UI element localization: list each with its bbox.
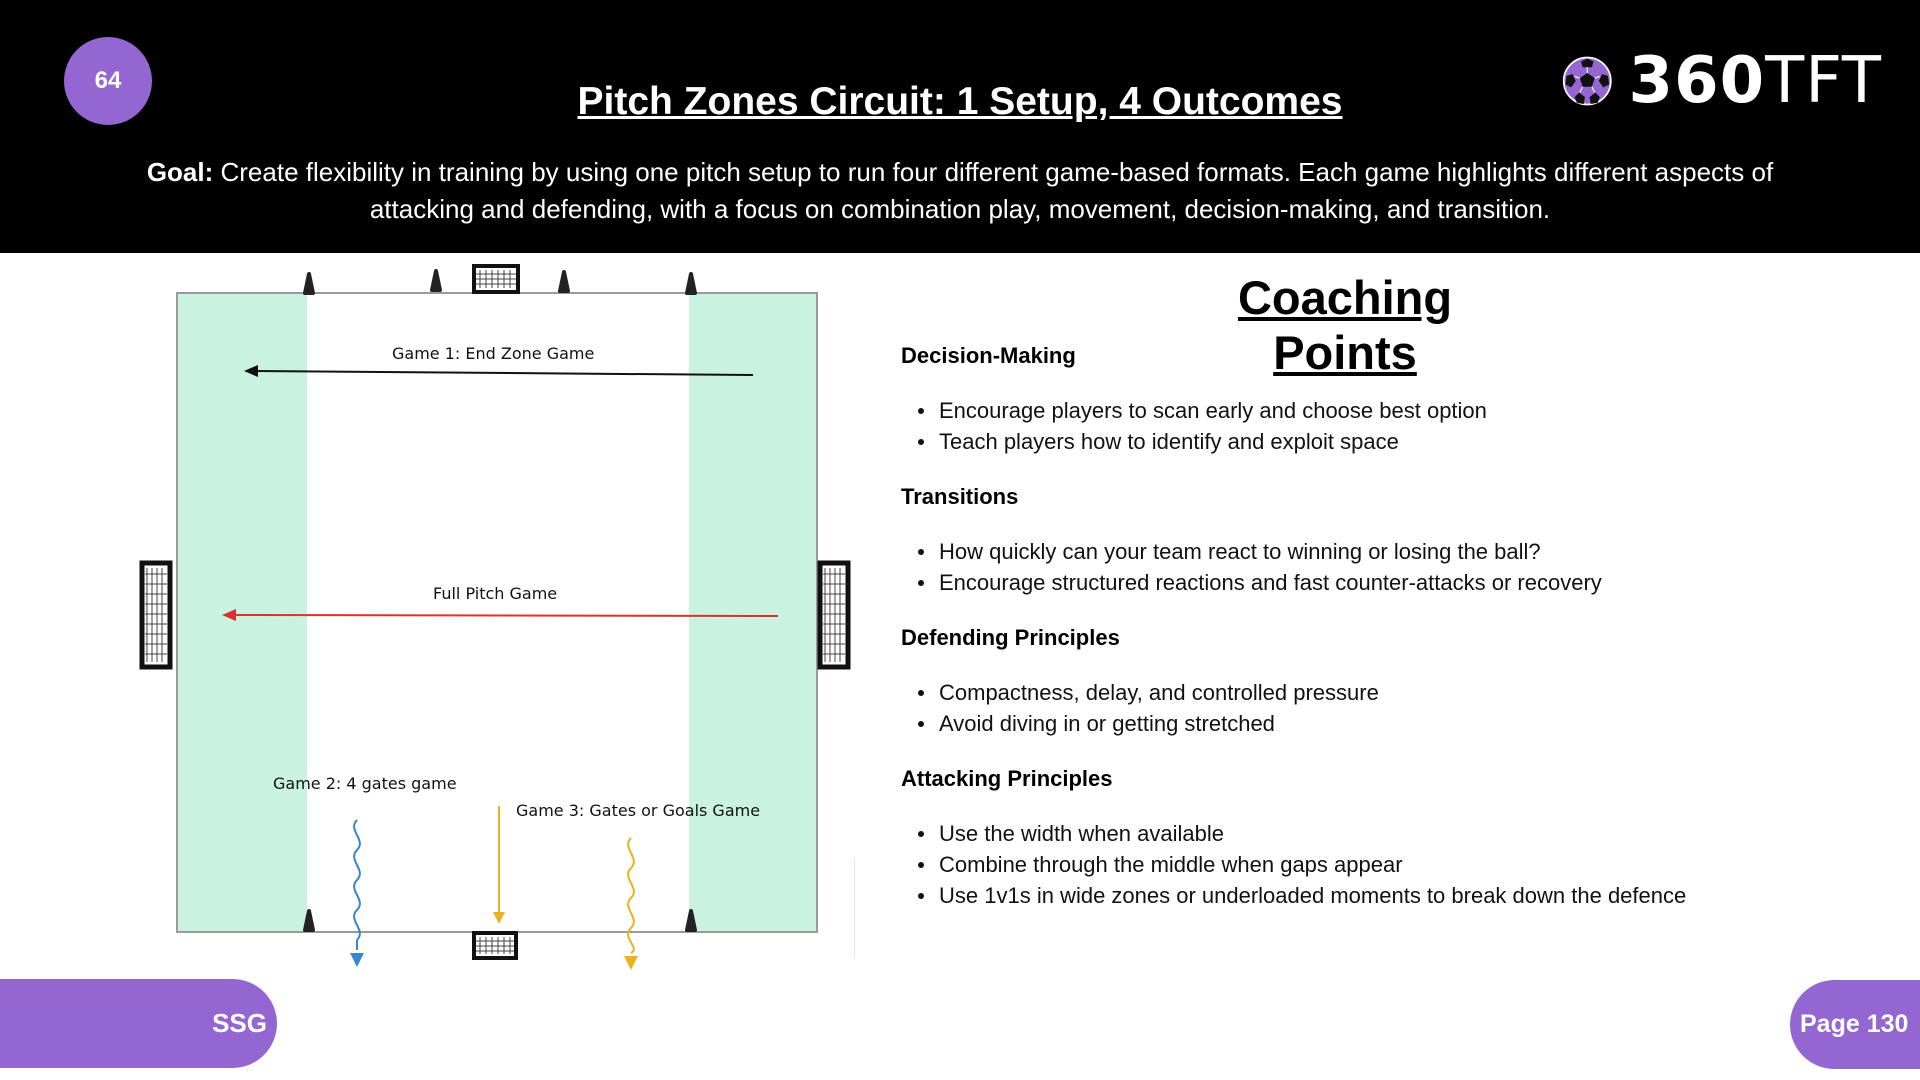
cone-top-mid-left <box>432 271 440 290</box>
section-defending-principles <box>901 622 1901 739</box>
bullet-item: Encourage structured reactions and fast counter-attacks or recovery <box>901 567 1901 598</box>
game3-label: Game 3: Gates or Goals Game <box>516 801 761 820</box>
footer-category-label: SSG <box>212 1008 267 1038</box>
brand-wordmark: 360TFT <box>1628 44 1882 118</box>
bullet-item: Teach players how to identify and exploit space <box>901 426 1901 457</box>
game2-label: Game 2: 4 gates game <box>273 774 457 793</box>
bullet-item: Use 1v1s in wide zones or underloaded moments to break down the defence <box>901 880 1901 911</box>
section-heading: Attacking Principles <box>901 766 1113 791</box>
pitch-diagram <box>130 258 870 978</box>
divider-line <box>854 858 855 958</box>
left-end-zone <box>178 294 307 931</box>
brand-logo <box>1562 36 1882 126</box>
section-transitions <box>901 481 1901 598</box>
coaching-points-title: Coaching Points <box>1237 271 1453 379</box>
page-number-badge: 64 <box>64 37 152 125</box>
full-pitch-label: Full Pitch Game <box>433 584 558 603</box>
footer-category-tab <box>0 979 277 1068</box>
footer-page-tab <box>1790 980 1920 1069</box>
right-end-zone <box>689 294 816 931</box>
cone-top-right <box>687 274 695 293</box>
game3-wavy-arrowhead <box>624 956 638 970</box>
cone-top-mid-right <box>560 272 568 291</box>
cone-top-left <box>305 274 313 293</box>
section-heading: Decision-Making <box>901 343 1076 368</box>
bullet-item: How quickly can your team react to winning or losing the ball? <box>901 536 1901 567</box>
bullet-item: Compactness, delay, and controlled pressure <box>901 677 1901 708</box>
section-heading: Defending Principles <box>901 625 1120 650</box>
bullet-item: Use the width when available <box>901 818 1901 849</box>
full-pitch-arrow <box>230 615 778 616</box>
section-decision-making <box>901 340 1901 457</box>
footer-page-label: Page 130 <box>1800 1010 1909 1038</box>
bullet-item: Encourage players to scan early and choose best option <box>901 395 1901 426</box>
goal-label: Goal: <box>146 157 214 187</box>
game2-arrowhead <box>350 953 364 967</box>
coaching-points-list <box>901 340 1901 911</box>
goal-top <box>474 266 518 292</box>
goal-statement <box>110 154 1810 228</box>
bullet-item: Avoid diving in or getting stretched <box>901 708 1901 739</box>
game1-label: Game 1: End Zone Game <box>392 344 595 363</box>
section-attacking-principles <box>901 763 1901 911</box>
goal-text: Create flexibility in training by using one pitch setup to run four different game-based formats. Each game highlights different aspects of attacking and defending, with a focus on combination play, movement, decision-making, and transition. <box>220 157 1774 224</box>
goal-left <box>142 563 170 667</box>
header-bar <box>0 0 1920 253</box>
goal-bottom <box>474 933 516 958</box>
section-heading: Transitions <box>901 484 1019 509</box>
goal-right <box>820 563 848 667</box>
soccer-ball-icon <box>1562 37 1613 125</box>
bullet-item: Combine through the middle when gaps appear <box>901 849 1901 880</box>
page-title: Pitch Zones Circuit: 1 Setup, 4 Outcomes <box>577 80 1343 123</box>
